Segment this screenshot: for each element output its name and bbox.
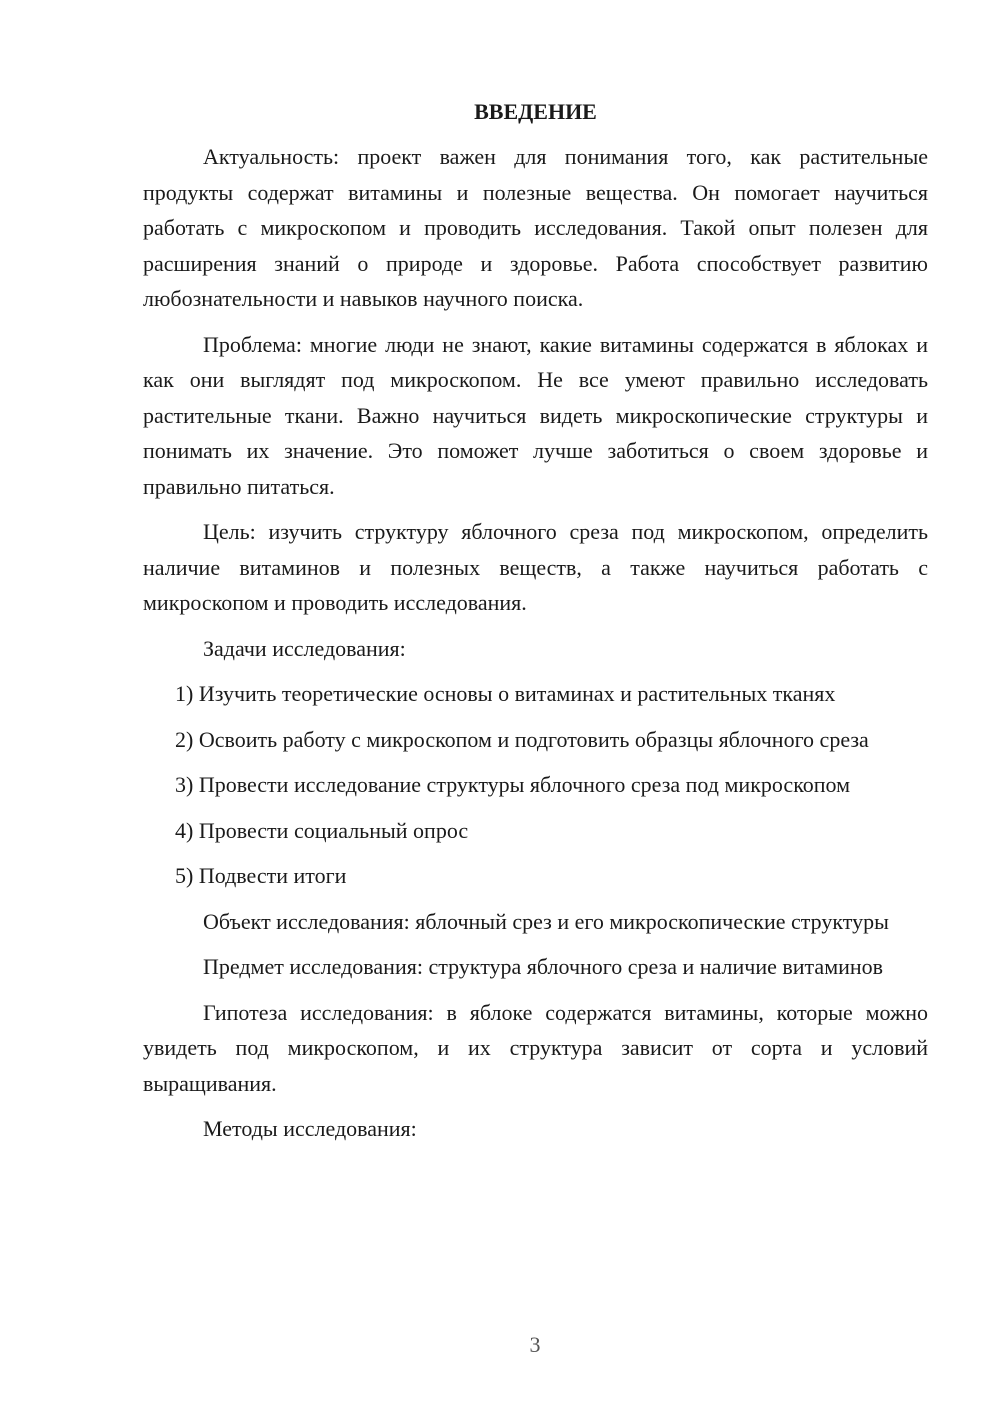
tasks-heading: Задачи исследования: xyxy=(203,635,406,661)
page-number: 3 xyxy=(529,1332,541,1357)
hypothesis-paragraph: Гипотеза исследования: в яблоке содержатся витамины, которые можно увидеть под микроскопом, и их структура зависит от сорта и условий выращивания. xyxy=(143,999,928,1096)
methods-heading: Методы исследования: xyxy=(203,1116,417,1141)
object-paragraph: Объект исследования: яблочный срез и его микроскопические структуры xyxy=(203,908,889,934)
task-item: 1) Изучить теоретические основы о витаминах и растительных тканях xyxy=(175,681,836,706)
task-item: 4) Провести социальный опрос xyxy=(175,817,469,843)
section-title: ВВЕДЕНИЕ xyxy=(474,99,597,124)
relevance-paragraph: Актуальность: проект важен для понимания того, как растительные продукты содержат витамины и полезные вещества. Он помогает научиться работать с микроскопом и проводить исследования. Такой опыт полезен для расширения знаний о природе и здоровье. Работа способствует развитию любознательности и навыков научного поиска. xyxy=(143,144,928,311)
task-item: 2) Освоить работу с микроскопом и подготовить образцы яблочного среза xyxy=(175,726,869,752)
task-item: 5) Подвести итоги xyxy=(175,863,347,888)
subject-paragraph: Предмет исследования: структура яблочного среза и наличие витаминов xyxy=(203,954,884,979)
goal-paragraph: Цель: изучить структуру яблочного среза под микроскопом, определить наличие витаминов и полезных веществ, а также научиться работать с микроскопом и проводить исследования. xyxy=(143,519,928,615)
page-body xyxy=(143,94,928,1157)
task-item: 3) Провести исследование структуры яблочного среза под микроскопом xyxy=(175,772,851,797)
problem-paragraph: Проблема: многие люди не знают, какие витамины содержатся в яблоках и как они выглядят под микроскопом. Не все умеют правильно исследовать растительные ткани. Важно научиться видеть микроскопические структуры и понимать их значение. Это поможет лучше заботиться о своем здоровье и правильно питаться. xyxy=(143,331,928,499)
